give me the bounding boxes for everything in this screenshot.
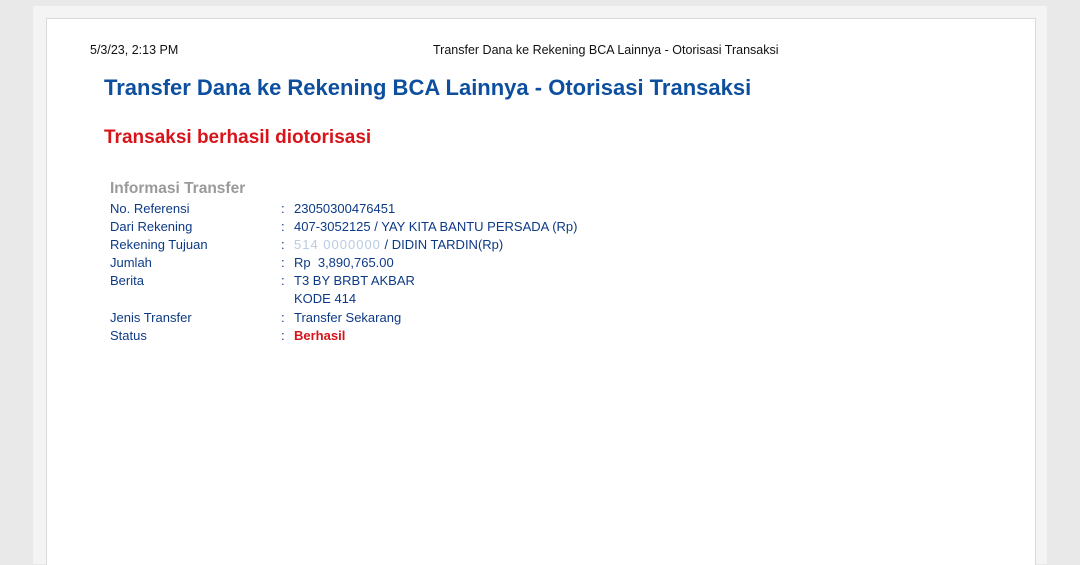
separator: :	[281, 328, 285, 343]
masked-account-number: 514 0000000	[294, 237, 381, 252]
success-message: Transaksi berhasil diotorisasi	[104, 127, 372, 148]
value-berita-line1: T3 BY BRBT AKBAR	[294, 273, 415, 288]
value-rekening-tujuan-name: / DIDIN TARDIN(Rp)	[380, 237, 504, 252]
value-berita-line2: KODE 414	[294, 291, 357, 306]
status-badge: Berhasil	[294, 328, 346, 343]
label-jenis-transfer: Jenis Transfer	[110, 310, 192, 325]
print-header-title: Transfer Dana ke Rekening BCA Lainnya - Otorisasi Transaksi	[433, 43, 779, 57]
page-title: Transfer Dana ke Rekening BCA Lainnya - Otorisasi Transaksi	[104, 75, 752, 100]
separator: :	[281, 201, 285, 216]
separator: :	[281, 219, 285, 234]
label-jumlah: Jumlah	[110, 255, 152, 270]
label-dari-rekening: Dari Rekening	[110, 219, 193, 234]
value-dari-rekening: 407-3052125 / YAY KITA BANTU PERSADA (Rp)	[294, 219, 578, 234]
separator: :	[281, 237, 285, 252]
print-header-datetime: 5/3/23, 2:13 PM	[90, 43, 179, 57]
label-berita: Berita	[110, 273, 144, 288]
label-no-referensi: No. Referensi	[110, 201, 190, 216]
label-rekening-tujuan: Rekening Tujuan	[110, 237, 208, 252]
value-no-referensi: 23050300476451	[294, 201, 396, 216]
separator: :	[281, 310, 285, 325]
value-jenis-transfer: Transfer Sekarang	[294, 310, 402, 325]
printed-page	[46, 18, 1036, 565]
separator: :	[281, 273, 285, 288]
value-rekening-tujuan	[294, 237, 503, 253]
label-status: Status	[110, 328, 147, 343]
section-title-informasi-transfer: Informasi Transfer	[110, 180, 246, 197]
separator: :	[281, 255, 285, 270]
value-jumlah: Rp 3,890,765.00	[294, 255, 394, 270]
